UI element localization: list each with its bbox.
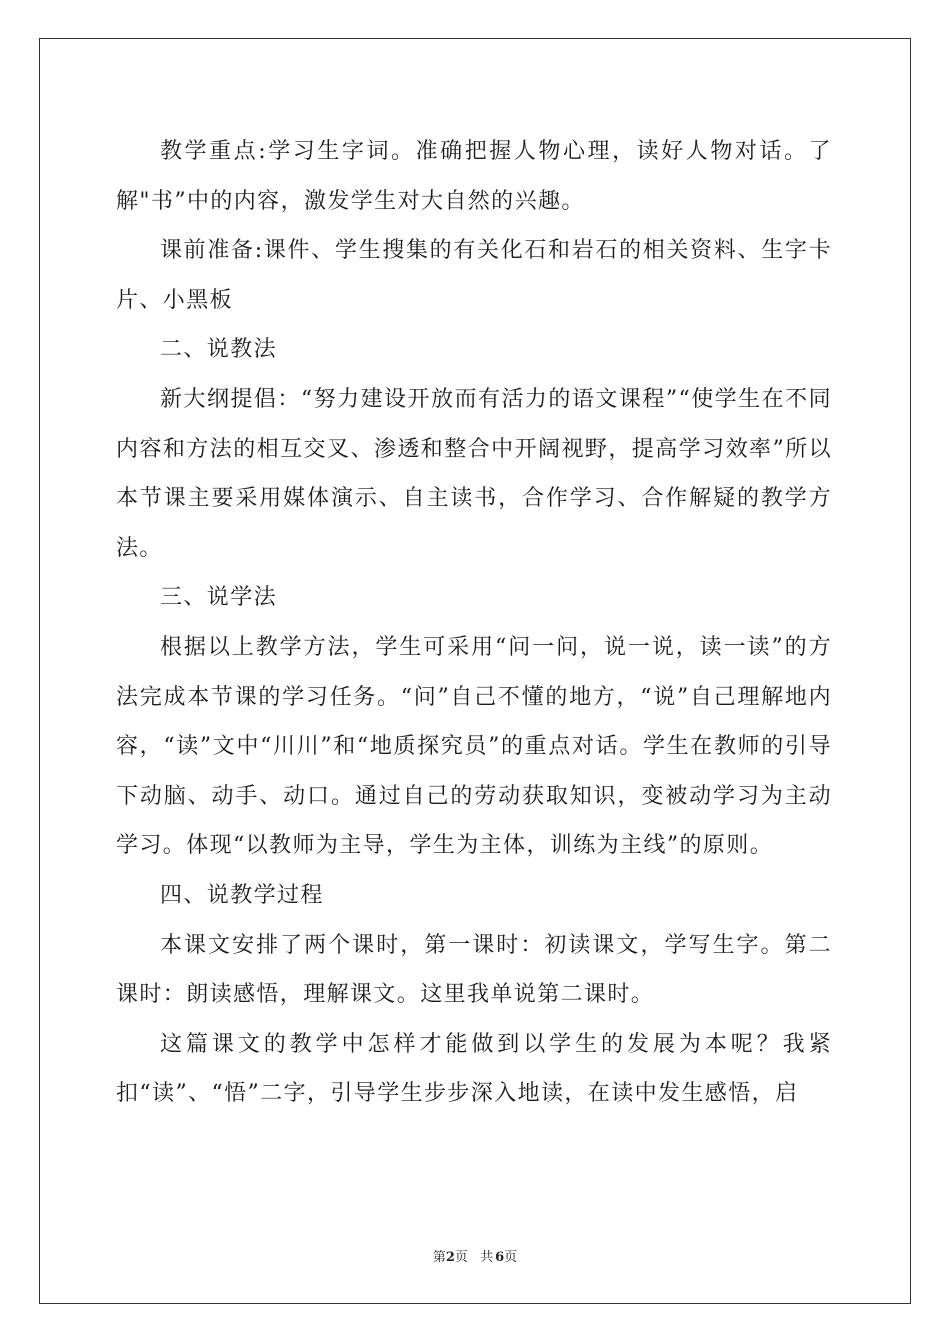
total-pages-indicator: 共 6页 xyxy=(480,1250,518,1265)
page-footer xyxy=(0,1246,950,1265)
paragraph-key-points: 教学重点:学习生字词。准确把握人物心理，读好人物对话。了解"书”中的内容，激发学生对大自然的兴趣。 xyxy=(116,139,832,214)
section-heading-teaching-process: 四、说教学过程 xyxy=(160,882,324,908)
section-heading-learning-method: 三、说学法 xyxy=(160,585,278,611)
section-heading-teaching-method: 二、说教法 xyxy=(160,337,278,363)
paragraph-learning-method: 根据以上教学方法，学生可采用“问一问，说一说，读一读”的方法完成本节课的学习任务。“问”自己不懂的地方，“说”自己理解地内容，“读”文中“川川”和“地质探究员”的重点对话。学生在教师的引导下动脑、动手、动口。通过自己的劳动获取知识，变被动学习为主动学习。体现“以教师为主导，学生为主体，训练为主线”的原则。 xyxy=(116,634,832,859)
paragraph-teaching-approach: 这篇课文的教学中怎样才能做到以学生的发展为本呢？我紧扣“读”、“悟”二字，引导学生步步深入地读，在读中发生感悟，启 xyxy=(116,1031,832,1107)
paragraph-lesson-schedule: 本课文安排了两个课时，第一课时：初读课文，学写生字。第二课时：朗读感悟，理解课文。这里我单说第二课时。 xyxy=(116,932,832,1008)
document-body xyxy=(116,127,832,1119)
page-indicator: 第2页 xyxy=(432,1250,468,1265)
paragraph-preparation: 课前准备:课件、学生搜集的有关化石和岩石的相关资料、生字卡片、小黑板 xyxy=(116,238,832,313)
paragraph-teaching-method: 新大纲提倡：“努力建设开放而有活力的语文课程”“使学生在不同内容和方法的相互交叉、渗透和整合中开阔视野，提高学习效率”所以本节课主要采用媒体演示、自主读书，合作学习、合作解疑的教学方法。 xyxy=(116,386,832,561)
